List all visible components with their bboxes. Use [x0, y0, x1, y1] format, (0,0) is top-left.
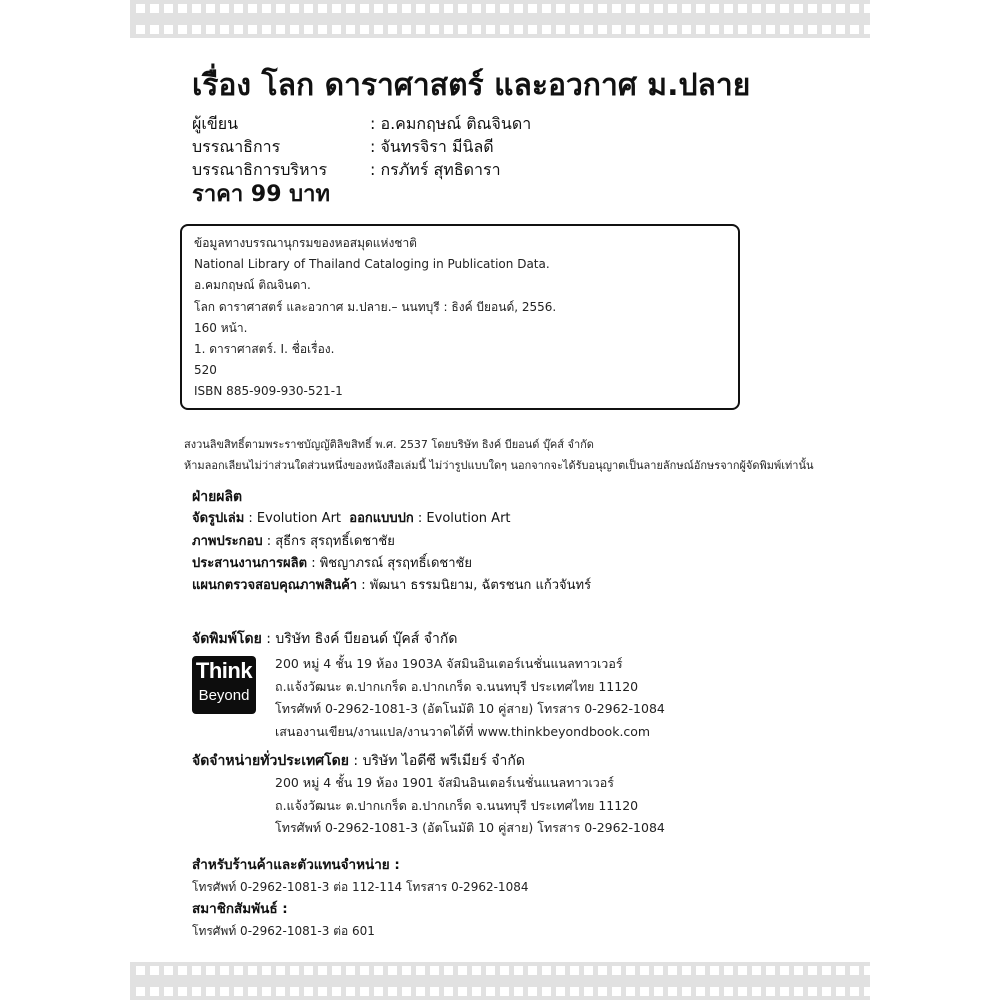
cip-line: ข้อมูลทางบรรณานุกรมของหอสมุดแห่งชาติ	[194, 236, 417, 250]
qc-value: : พัฒนา ธรรมนิยาม, ฉัตรชนก แก้วจันทร์	[357, 578, 592, 594]
illustration-label: ภาพประกอบ	[192, 533, 263, 549]
credit-label: บรรณาธิการบริหาร	[192, 160, 328, 179]
qc-label: แผนกตรวจสอบคุณภาพสินค้า	[192, 578, 358, 594]
credits-block	[192, 112, 531, 181]
cip-line: 1. ดาราศาสตร์. I. ชื่อเรื่อง.	[194, 342, 335, 357]
publisher-heading-row	[192, 628, 457, 650]
cip-line: National Library of Thailand Cataloging in Publication Data.	[194, 257, 550, 272]
logo-text-think: Think	[195, 658, 253, 683]
distributor-line: โทรศัพท์ 0-2962-1081-3 (อัตโนมัติ 10 คู่สาย) โทรสาร 0-2962-1084	[275, 820, 665, 835]
cip-line: 160 หน้า.	[194, 320, 248, 335]
cip-line: อ.คมกฤษณ์ ติณจินดา.	[194, 278, 311, 293]
layout-value: : Evolution Art	[244, 511, 342, 527]
layout-label: จัดรูปเล่ม	[192, 511, 245, 527]
production-qc-row	[192, 575, 591, 597]
logo-text-beyond: Beyond	[198, 687, 250, 704]
publisher-block	[192, 628, 665, 739]
production-layout-row	[192, 508, 591, 530]
credit-label: บรรณาธิการ	[192, 137, 281, 156]
book-title: เรื่อง โลก ดาราศาสตร์ และอวกาศ ม.ปลาย	[192, 68, 751, 103]
stores-phone: โทรศัพท์ 0-2962-1081-3 ต่อ 112-114 โทรสาร 0-2962-1084	[192, 880, 529, 894]
credit-value: : จันทรจิรา มีนิลดี	[370, 137, 494, 156]
production-coordination-row	[192, 553, 591, 575]
members-phone: โทรศัพท์ 0-2962-1081-3 ต่อ 601	[192, 924, 375, 938]
film-strip-bottom	[130, 962, 870, 1000]
coordination-value: : พิชญาภรณ์ สุรฤทธิ์เดชาชัย	[307, 555, 472, 571]
credit-editor	[192, 135, 531, 158]
film-strip-top	[130, 0, 870, 38]
copyright-line: สงวนลิขสิทธิ์ตามพระราชบัญญัติลิขสิทธิ์ พ.ศ. 2537 โดยบริษัท ธิงค์ บียอนด์ บุ๊คส์ จำกัด	[184, 438, 594, 451]
production-illustration-row	[192, 531, 591, 553]
distributor-line: ถ.แจ้งวัฒนะ ต.ปากเกร็ด อ.ปากเกร็ด จ.นนทบุรี ประเทศไทย 11120	[275, 797, 639, 813]
publisher-line: ถ.แจ้งวัฒนะ ต.ปากเกร็ด อ.ปากเกร็ด จ.นนทบุรี ประเทศไทย 11120	[275, 678, 639, 694]
cip-line-isbn: ISBN 885-909-930-521-1	[194, 384, 343, 399]
stores-heading: สำหรับร้านค้าและตัวแทนจำหน่าย :	[192, 857, 400, 873]
publisher-line: โทรศัพท์ 0-2962-1081-3 (อัตโนมัติ 10 คู่สาย) โทรสาร 0-2962-1084	[275, 701, 665, 716]
publisher-line: 200 หมู่ 4 ชั้น 19 ห้อง 1903A จัสมินอินเตอร์เนชั่นแนลทาวเวอร์	[275, 656, 623, 671]
members-heading: สมาชิกสัมพันธ์ :	[192, 901, 288, 917]
cataloging-data-box	[180, 224, 740, 410]
distributor-heading-row	[192, 750, 525, 772]
think-beyond-logo	[192, 656, 256, 714]
distributor-address	[275, 772, 665, 840]
distributor-name: : บริษัท ไอดีซี พรีเมียร์ จำกัด	[348, 753, 525, 769]
copyright-notice	[184, 434, 814, 476]
distributor-block	[192, 750, 665, 835]
distributor-line: 200 หมู่ 4 ชั้น 19 ห้อง 1901 จัสมินอินเตอร์เนชั่นแนลทาวเวอร์	[275, 775, 615, 790]
credit-label: ผู้เขียน	[192, 114, 239, 133]
publisher-name: : บริษัท ธิงค์ บียอนด์ บุ๊คส์ จำกัด	[261, 631, 458, 647]
cover-label: ออกแบบปก	[349, 511, 414, 527]
credit-value: : อ.คมกฤษณ์ ติณจินดา	[370, 114, 532, 133]
production-heading: ฝ่ายผลิต	[192, 489, 243, 505]
production-team	[192, 486, 591, 597]
publisher-line: เสนองานเขียน/งานแปล/งานวาดได้ที่ www.thinkbeyondbook.com	[275, 723, 651, 739]
illustration-value: : สุธีกร สุรฤทธิ์เดชาชัย	[262, 533, 395, 549]
credit-value: : กรภัทร์ สุทธิดารา	[370, 160, 501, 179]
contacts-block	[192, 854, 528, 942]
price: ราคา 99 บาท	[192, 182, 330, 207]
copyright-line: ห้ามลอกเลียนไม่ว่าส่วนใดส่วนหนึ่งของหนังสือเล่มนี้ ไม่ว่ารูปแบบใดๆ นอกจากจะได้รับอนุญาตเป็นลายลักษณ์อักษรจากผู้จัดพิมพ์เท่านั้น	[184, 459, 814, 472]
cover-value: : Evolution Art	[413, 511, 511, 527]
publisher-address	[275, 653, 665, 743]
cip-line: 520	[194, 363, 217, 378]
cip-line: โลก ดาราศาสตร์ และอวกาศ ม.ปลาย.– นนทบุรี : ธิงค์ บียอนด์, 2556.	[194, 299, 557, 314]
publisher-heading: จัดพิมพ์โดย	[192, 631, 262, 647]
coordination-label: ประสานงานการผลิต	[192, 555, 308, 571]
distributor-heading: จัดจำหน่ายทั่วประเทศโดย	[192, 753, 349, 769]
credit-author	[192, 112, 531, 135]
